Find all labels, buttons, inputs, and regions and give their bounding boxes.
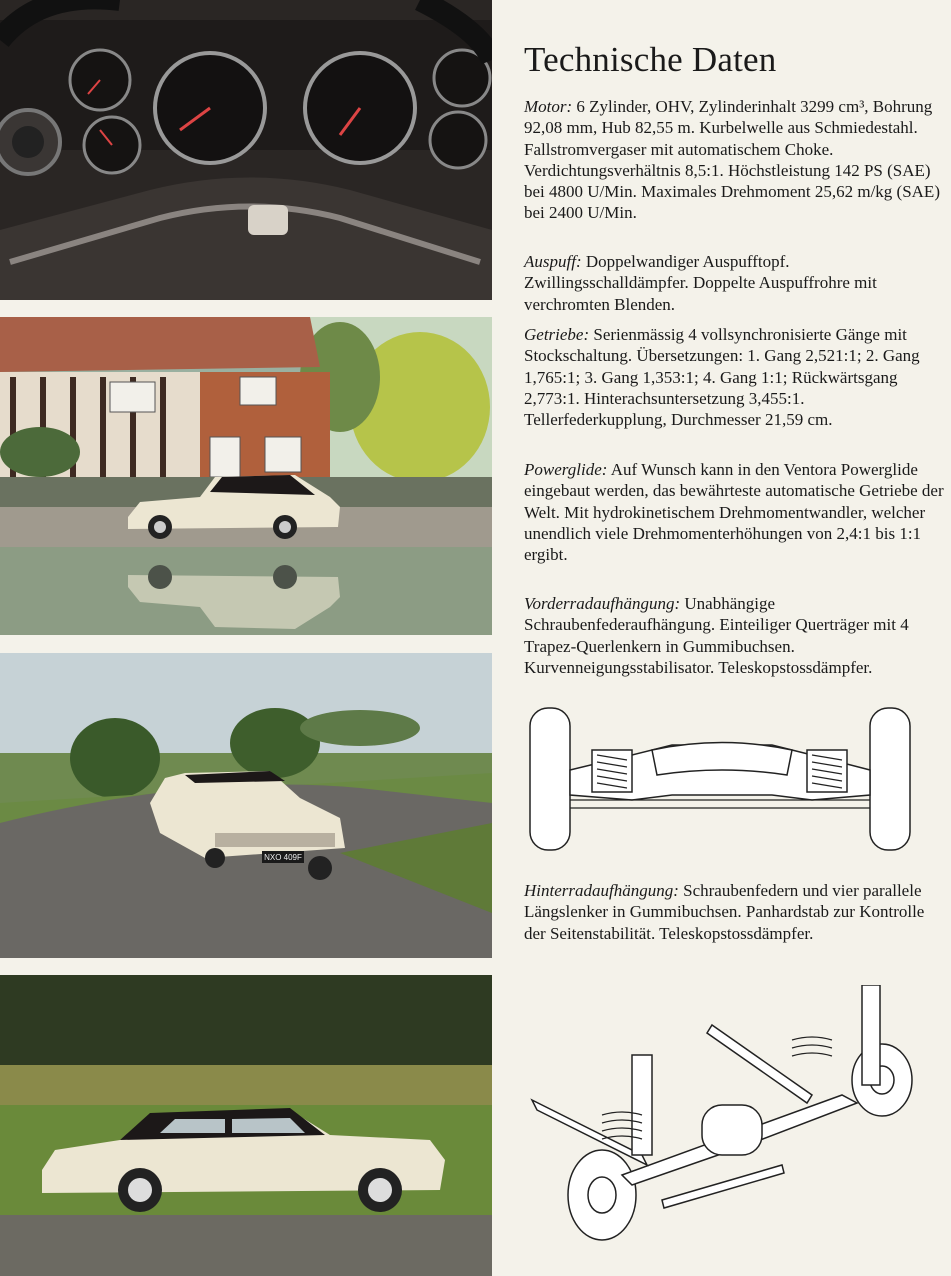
section-text: Schraubenfedern und vier parallele Längslenker in Gummibuchsen. Panhardstab zur Kontrolle der Seitenstabilität. Teleskopstossdämpfer. <box>524 881 925 943</box>
section-vorderrad <box>524 593 944 678</box>
house-photo <box>0 317 492 635</box>
section-text: Auf Wunsch kann in den Ventora Powerglide eingebaut werden, das bewährteste automatische Getriebe der Welt. Mit hydrokinetischem Drehmomentwandler, welcher unendlich viele Drehmomenterhöhungen von 2,4:1 bis 1:1 ergibt. <box>524 460 944 565</box>
license-plate: NXO 409F <box>264 853 302 862</box>
text-column <box>492 0 951 1276</box>
section-motor <box>524 96 944 224</box>
section-text: Doppelwandiger Auspufftopf. Zwillingsschalldämpfer. Doppelte Auspuffrohre mit verchromten Blenden. <box>524 252 877 314</box>
rear-suspension-drawing <box>522 985 922 1255</box>
section-text: 6 Zylinder, OHV, Zylinderinhalt 3299 cm³, Bohrung 92,08 mm, Hub 82,55 m. Kurbelwelle aus Schmiedestahl. Fallstromvergaser mit automatischem Choke. Verdichtungsverhältnis 8,5:1. Höchstleistung 142 PS (SAE) bei 4800 U/Min. Maximales Drehmoment 25,62 m/kg (SAE) bei 2400 U/Min. <box>524 97 940 223</box>
section-getriebe <box>524 324 944 430</box>
section-label: Powerglide: <box>524 460 608 479</box>
dashboard-photo <box>0 0 492 300</box>
section-text: Serienmässig 4 vollsynchronisierte Gänge mit Stockschaltung. Übersetzungen: 1. Gang 2,521:1; 2. Gang 1,765:1; 3. Gang 1,353:1; 4. Gang 1:1; Rückwärtsgang 2,773:1. Hinterachsuntersetzung 3,455:1. Tellerfederkupplung, Durchmesser 21,59 cm. <box>524 325 920 430</box>
front-suspension-drawing <box>522 700 917 860</box>
driving-photo <box>0 975 492 1276</box>
page-title: Technische Daten <box>524 40 777 79</box>
section-text: Unabhängige Schraubenfederaufhängung. Einteiliger Querträger mit 4 Trapez-Querlenkern in Gummibuchsen. Kurvenneigungsstabilisator. Teleskopstossdämpfer. <box>524 594 909 677</box>
section-label: Getriebe: <box>524 325 590 344</box>
section-label: Auspuff: <box>524 252 582 271</box>
section-hinterrad <box>524 880 944 944</box>
section-label: Vorderradaufhängung: <box>524 594 681 613</box>
section-auspuff <box>524 251 944 315</box>
road-photo <box>0 653 492 958</box>
section-powerglide <box>524 459 944 565</box>
section-label: Hinterradaufhängung: <box>524 881 679 900</box>
section-label: Motor: <box>524 97 573 116</box>
